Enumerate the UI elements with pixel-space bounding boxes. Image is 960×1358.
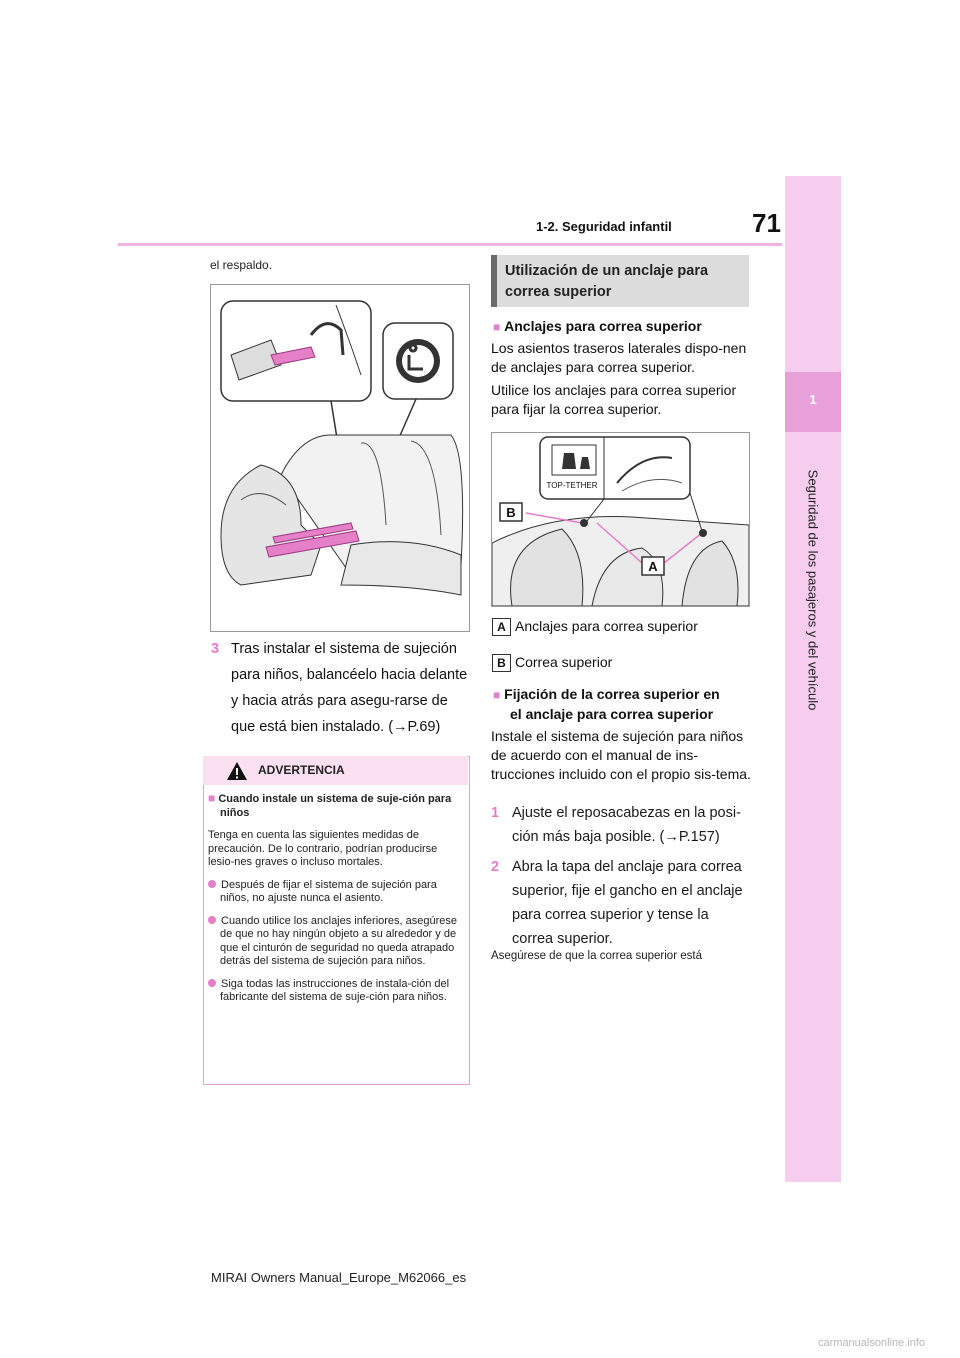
watermark: carmanualsonline.info <box>818 1337 926 1349</box>
legend-a-letter: A <box>492 618 511 636</box>
step-1-number: 1 <box>491 805 500 821</box>
paragraph: Instale el sistema de sujeción para niños de acuerdo con el manual de ins-trucciones incluido con el propio sis-tema. <box>491 728 751 782</box>
step-3-text: Tras instalar el sistema de sujeción para niños, balancéelo hacia delante y hacia atrás para asegu-rarse de que está bien instalado. (→P.69) <box>231 641 468 735</box>
step-3 <box>211 636 471 740</box>
warning-bullet: Cuando utilice los anclajes inferiores, asegúrese de que no hay ningún objeto a su alrededor y de que el cinturón de seguridad no queda atrapado detrás del sistema de sujeción para niños. <box>220 914 458 967</box>
side-tab-chapter-title: Seguridad de los pasajeros y del vehículo <box>805 469 821 711</box>
side-tab-chapter-number: 1 <box>809 392 817 407</box>
warning-subheading: Cuando instale un sistema de suje-ción para niños <box>218 793 452 819</box>
header-rule <box>118 243 782 246</box>
bullet-dot-icon <box>208 979 216 987</box>
legend-a <box>492 617 698 636</box>
footer-manual-id: MIRAI Owners Manual_Europe_M62066_es <box>211 1270 467 1285</box>
bullet-dot-icon <box>208 880 216 888</box>
subheading-fixing <box>493 685 753 724</box>
step-1-text: Ajuste el reposacabezas en la posi-ción más baja posible. (→P.157) <box>512 805 741 845</box>
square-bullet-icon: ■ <box>208 791 216 805</box>
continued-text: el respaldo. <box>210 258 273 272</box>
figure-label-b: B <box>506 505 516 520</box>
legend-b-text: Correa superior <box>515 654 613 670</box>
warning-bullet: Después de fijar el sistema de sujeción para niños, no ajuste nunca el asiento. <box>220 878 437 904</box>
section-heading-bar <box>491 255 497 307</box>
paragraph: Los asientos traseros laterales dispo-nen de anclajes para correa superior. <box>491 340 747 375</box>
warning-bullet: Siga todas las instrucciones de instala-ción del fabricante del sistema de suje-ción para niños. <box>220 977 450 1003</box>
square-bullet-icon: ■ <box>493 688 501 702</box>
subheading-anchors <box>493 317 702 337</box>
figure-label-a: A <box>648 559 658 574</box>
section-label: 1-2. Seguridad infantil <box>536 219 672 234</box>
warning-body <box>208 792 464 1014</box>
warning-intro: Tenga en cuenta las siguientes medidas de precaución. De lo contrario, podrían producirse lesio-nes graves o incluso mortales. <box>208 829 438 868</box>
legend-b-letter: B <box>492 654 511 672</box>
step-2 <box>491 855 753 951</box>
paragraph: Utilice los anclajes para correa superior para fijar la correa superior. <box>491 382 737 417</box>
legend-a-text: Anclajes para correa superior <box>515 618 698 634</box>
continued-bottom-text: Asegúrese de que la correa superior está <box>491 950 702 962</box>
legend-b <box>492 653 612 672</box>
warning-triangle-icon <box>226 761 248 786</box>
page-number: 71 <box>752 208 781 238</box>
bullet-dot-icon <box>208 916 216 924</box>
subheading-fixing-line2: el anclaje para correa superior <box>510 706 714 722</box>
child-seat-lower-anchor-illustration <box>211 285 469 631</box>
step-1 <box>491 801 753 849</box>
top-tether-icon-label: TOP-TETHER <box>546 481 598 490</box>
step-3-number: 3 <box>211 641 220 657</box>
subheading-fixing-line1: Fijación de la correa superior en <box>504 686 720 702</box>
isofix-illustration <box>210 284 470 632</box>
step-2-number: 2 <box>491 859 500 875</box>
subheading-anchors-text: Anclajes para correa superior <box>504 318 702 334</box>
top-tether-illustration <box>491 432 750 607</box>
step-2-text: Abra la tapa del anclaje para correa superior, fije el gancho en el anclaje para correa superior y tense la correa superior. <box>512 859 743 947</box>
warning-title: ADVERTENCIA <box>258 763 345 777</box>
square-bullet-icon: ■ <box>493 320 501 334</box>
section-heading: Utilización de un anclaje para correa superior <box>505 263 709 300</box>
